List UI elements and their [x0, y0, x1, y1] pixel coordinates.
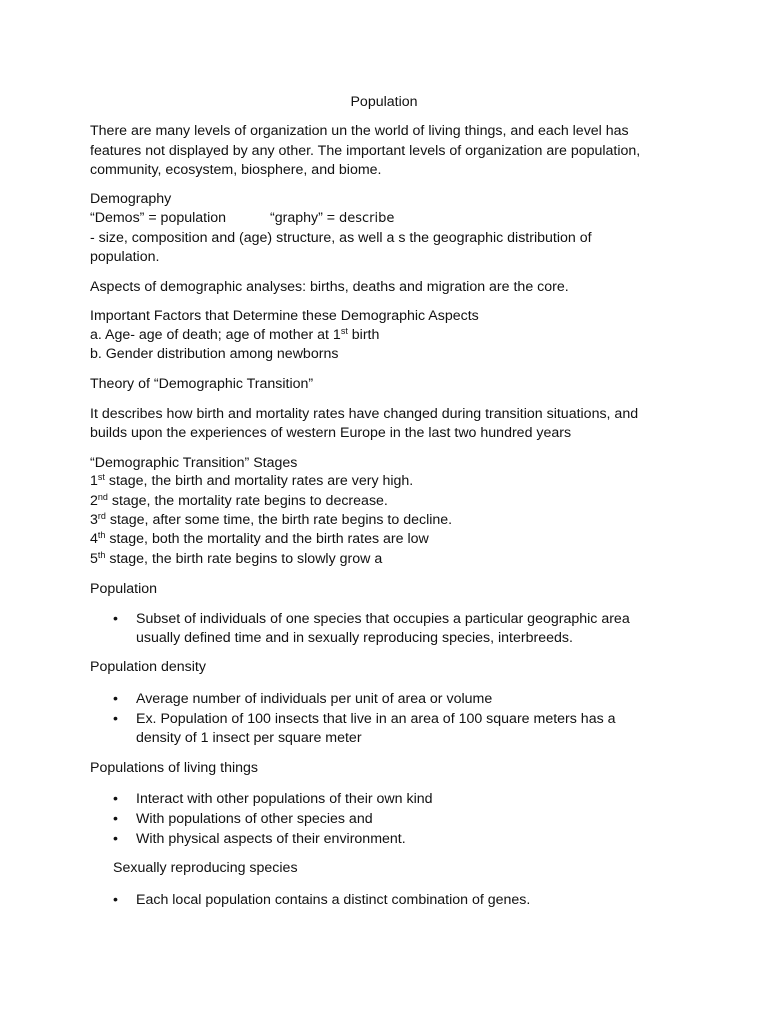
bullet-icon: • [113, 892, 118, 908]
demography-line-1: - size, composition and (age) structure, as well a s the geographic distribution of [90, 230, 592, 246]
density-bullet-1: Average number of individuals per unit of area or volume [136, 691, 493, 707]
theory-line-2: builds upon the experiences of western Europe in the last two hundred years [90, 425, 572, 441]
population-heading: Population [90, 581, 158, 597]
bullet-icon: • [113, 791, 118, 807]
living-item: Interact with other populations of their own kind [136, 791, 433, 807]
page-title: Population [350, 94, 418, 110]
bullet-icon: • [113, 831, 118, 847]
stages-heading: “Demographic Transition” Stages [90, 455, 298, 471]
factor-a: a. Age- age of death; age of mother at 1st birth [90, 326, 380, 343]
stage-item: 3rd stage, after some time, the birth rate begins to decline. [90, 511, 453, 528]
living-item: With physical aspects of their environment. [136, 831, 406, 847]
stage-item: 2nd stage, the mortality rate begins to decrease. [90, 492, 388, 509]
intro-line-2: features not displayed by any other. The important levels of organization are population, [90, 143, 641, 159]
density-heading: Population density [90, 659, 206, 675]
stage-item: 5th stage, the birth rate begins to slowly grow a [90, 550, 383, 567]
graphy-definition: “graphy” = describe [270, 210, 395, 226]
bullet-icon: • [113, 811, 118, 827]
demography-heading: Demography [90, 191, 172, 207]
bullet-icon: • [113, 711, 118, 727]
demography-line-2: population. [90, 249, 160, 265]
factor-b: b. Gender distribution among newborns [90, 346, 339, 362]
population-bullet-line-1: Subset of individuals of one species that occupies a particular geographic area [136, 611, 630, 627]
intro-line-1: There are many levels of organization un the world of living things, and each level has [90, 123, 629, 139]
theory-heading: Theory of “Demographic Transition” [90, 376, 314, 392]
bullet-icon: • [113, 691, 118, 707]
density-bullet-2-line-1: Ex. Population of 100 insects that live in an area of 100 square meters has a [136, 711, 616, 727]
factors-heading: Important Factors that Determine these Demographic Aspects [90, 308, 479, 324]
theory-line-1: It describes how birth and mortality rates have changed during transition situations, and [90, 406, 639, 422]
sexual-heading: Sexually reproducing species [113, 860, 298, 876]
aspects-line: Aspects of demographic analyses: births, deaths and migration are the core. [90, 279, 569, 295]
stage-item: 1st stage, the birth and mortality rates are very high. [90, 472, 414, 489]
living-heading: Populations of living things [90, 760, 258, 776]
bullet-icon: • [113, 611, 118, 627]
living-item: With populations of other species and [136, 811, 373, 827]
demos-definition: “Demos” = population [90, 210, 227, 226]
stage-item: 4th stage, both the mortality and the birth rates are low [90, 530, 429, 547]
sexual-item: Each local population contains a distinct combination of genes. [136, 892, 531, 908]
population-bullet-line-2: usually defined time and in sexually reproducing species, interbreeds. [136, 630, 573, 646]
density-bullet-2-line-2: density of 1 insect per square meter [136, 730, 362, 746]
intro-line-3: community, ecosystem, biosphere, and biome. [90, 162, 382, 178]
